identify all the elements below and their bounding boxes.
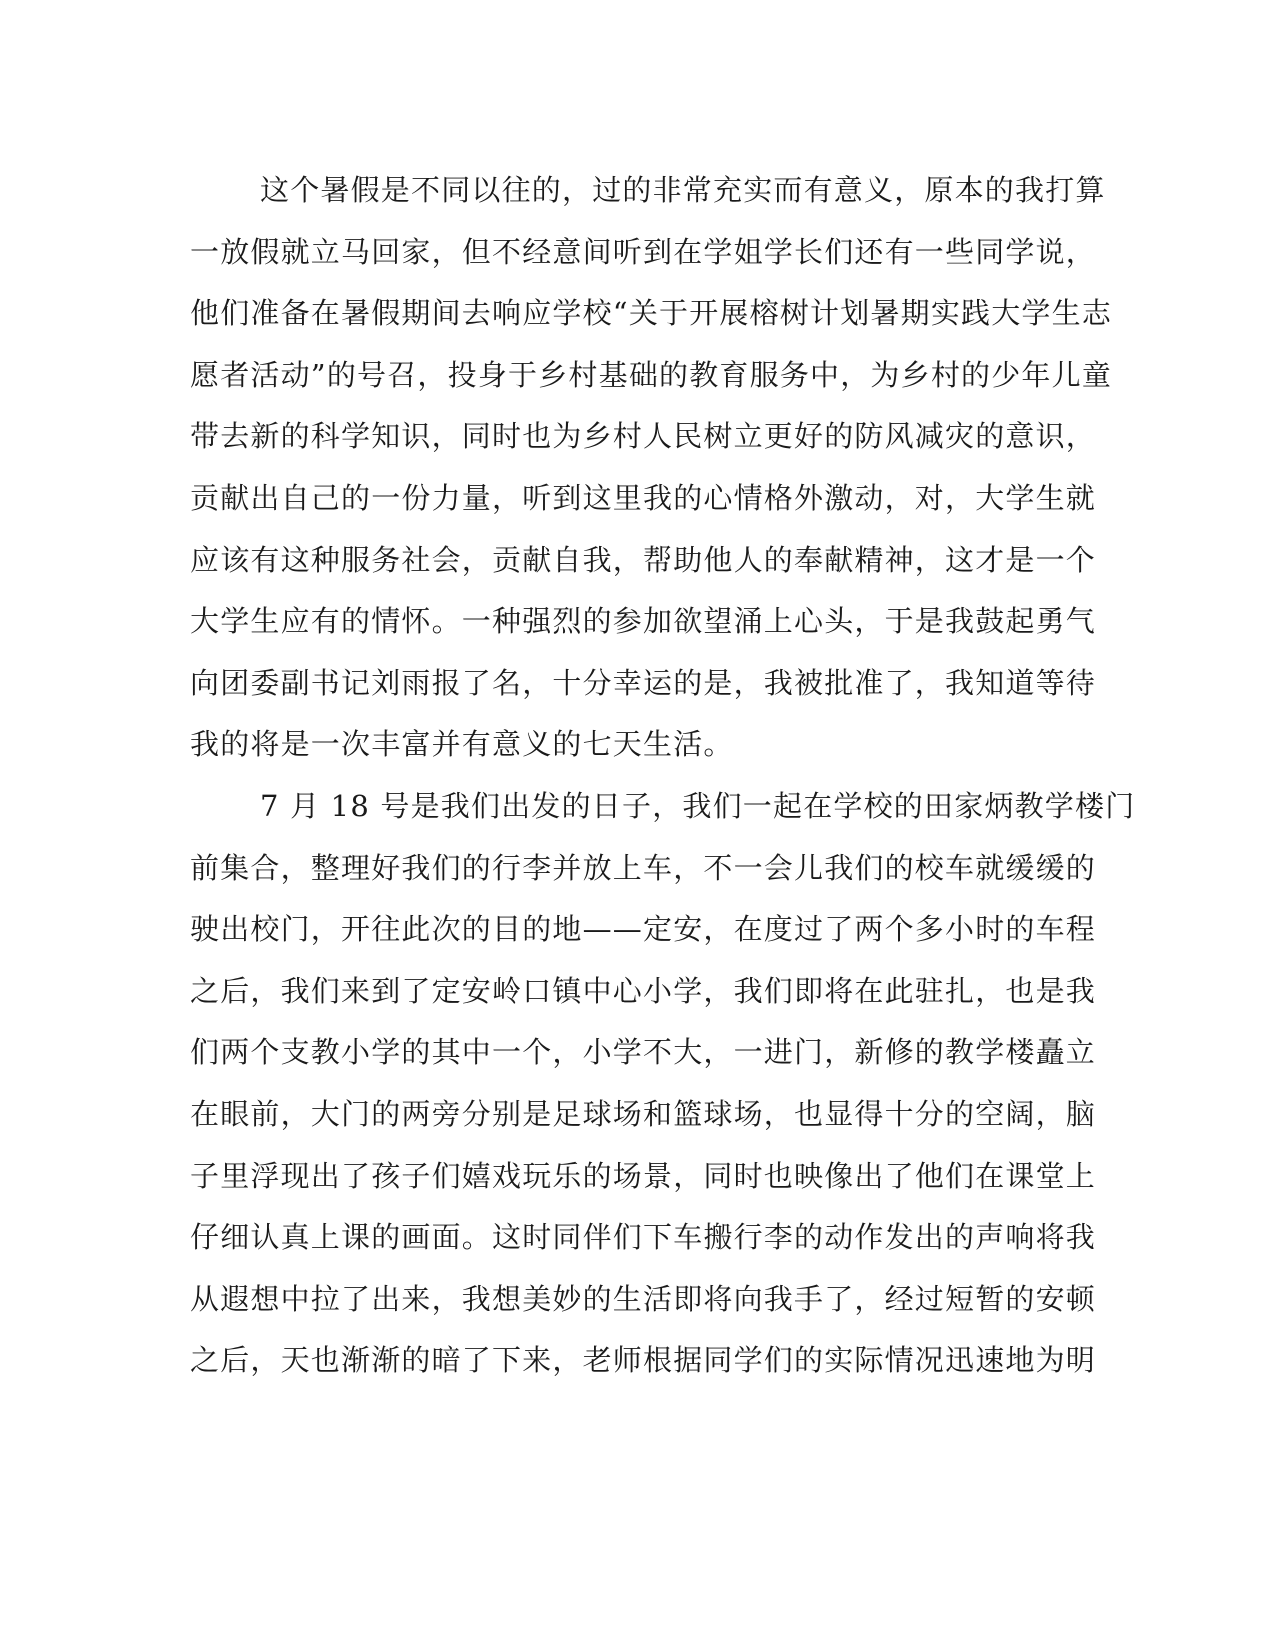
text-line: 驶出校门，开往此次的目的地——定安，在度过了两个多小时的车程 xyxy=(190,912,1097,947)
text-line: 从遐想中拉了出来，我想美妙的生活即将向我手了，经过短暂的安顿 xyxy=(190,1281,1097,1316)
text-line: 前集合，整理好我们的行李并放上车，不一会儿我们的校车就缓缓的 xyxy=(190,850,1097,885)
text-line: 带去新的科学知识，同时也为乡村人民树立更好的防风减灾的意识， xyxy=(190,419,1097,454)
paragraph-2 xyxy=(190,776,1136,1392)
text-line: 他们准备在暑假期间去响应学校“关于开展榕树计划暑期实践大学生志 xyxy=(190,296,1113,331)
text-line: 这个暑假是不同以往的，过的非常充实而有意义，原本的我打算 xyxy=(260,173,1106,207)
text-line: 我的将是一次丰富并有意义的七天生活。 xyxy=(190,727,734,762)
text-line: 在眼前，大门的两旁分别是足球场和篮球场，也显得十分的空阔，脑 xyxy=(190,1096,1097,1131)
text-line: 愿者活动”的号召，投身于乡村基础的教育服务中，为乡村的少年儿童 xyxy=(190,357,1113,392)
text-line: 大学生应有的情怀。一种强烈的参加欲望涌上心头，于是我鼓起勇气 xyxy=(190,604,1097,639)
text-line: 7 月 18 号是我们出发的日子，我们一起在学校的田家炳教学楼门 xyxy=(260,788,1136,823)
text-line: 一放假就立马回家，但不经意间听到在学姐学长们还有一些同学说， xyxy=(190,234,1097,269)
text-line: 之后，我们来到了定安岭口镇中心小学，我们即将在此驻扎，也是我 xyxy=(190,973,1097,1008)
text-line: 们两个支教小学的其中一个，小学不大，一进门，新修的教学楼矗立 xyxy=(190,1035,1097,1070)
text-line: 贡献出自己的一份力量，听到这里我的心情格外激动，对，大学生就 xyxy=(190,480,1097,515)
text-line: 仔细认真上课的画面。这时同伴们下车搬行李的动作发出的声响将我 xyxy=(190,1220,1097,1255)
text-line: 向团委副书记刘雨报了名，十分幸运的是，我被批准了，我知道等待 xyxy=(190,665,1097,700)
paragraph-1 xyxy=(190,160,1113,776)
text-line: 子里浮现出了孩子们嬉戏玩乐的场景，同时也映像出了他们在课堂上 xyxy=(190,1158,1097,1193)
text-line: 应该有这种服务社会，贡献自我，帮助他人的奉献精神，这才是一个 xyxy=(190,542,1097,577)
body-text xyxy=(190,160,1136,1392)
text-line: 之后，天也渐渐的暗了下来，老师根据同学们的实际情况迅速地为明 xyxy=(190,1343,1097,1378)
